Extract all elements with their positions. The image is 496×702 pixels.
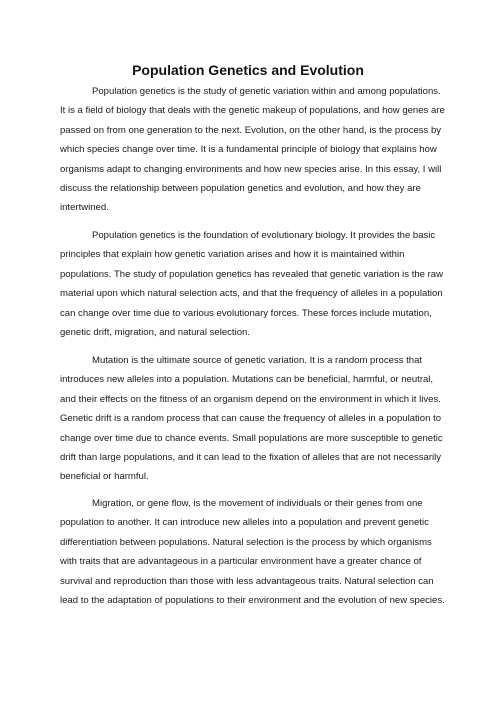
paragraph-2: Population genetics is the foundation of evolutionary biology. It provides the basic principles that explain how genetic variation arises and how it is maintained within populations. The study of population genetics has revealed that genetic variation is the raw material upon which natural selection acts, and that the frequency of alleles in a population can change over time due to various evolutionary forces. These forces include mutation, genetic drift, migration, and natural selection. [60,230,444,339]
paragraph-4: Migration, or gene flow, is the movement of individuals or their genes from one population to another. It can introduce new alleles into a population and prevent genetic differentiation between populations. Natural selection is the process by which organisms with traits that are advantageous in a particular environment have a greater chance of survival and reproduction than those with less advantageous traits. Natural selection can lead to the adaptation of populations to their environment and the evolution of new species. [60,498,445,607]
paragraph-1: Population genetics is the study of genetic variation within and among populations. It is a field of biology that deals with the genetic makeup of populations, and how genes are passed on from one generation to the next. Evolution, on the other hand, is the process by which species change over time. It is a fundamental principle of biology that explains how organisms adapt to changing environments and how new species arise. In this essay, I will discuss the relationship between population genetics and evolution, and how they are intertwined. [60,86,445,214]
document-title: Population Genetics and Evolution [132,62,364,78]
paragraph-3: Mutation is the ultimate source of genetic variation. It is a random process that introduces new alleles into a population. Mutations can be beneficial, harmful, or neutral, and their effects on the fitness of an organism depend on the environment in which it lives. Genetic drift is a random process that can cause the frequency of alleles in a population to change over time due to chance events. Small populations are more susceptible to genetic drift than large populations, and it can lead to the fixation of alleles that are not necessarily beneficial or harmful. [60,355,443,483]
